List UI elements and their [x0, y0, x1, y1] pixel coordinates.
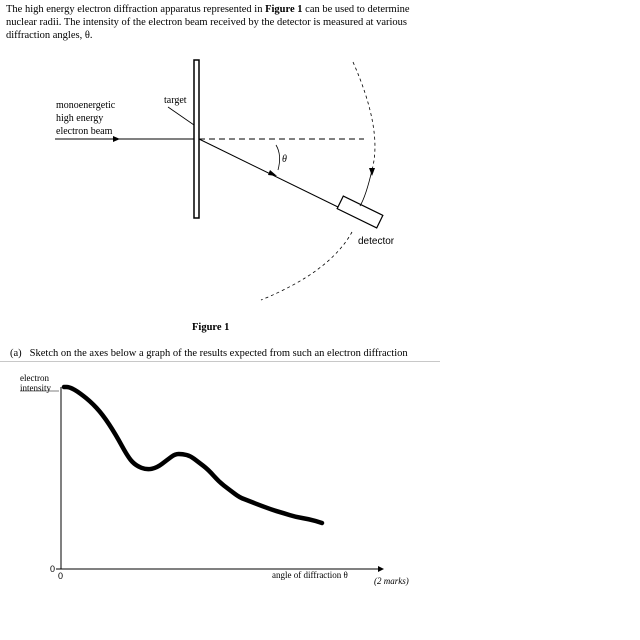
theta-angle-arc [276, 145, 280, 170]
figure-caption: Figure 1 [192, 322, 230, 333]
theta-label: θ [282, 154, 287, 165]
beam-label [56, 100, 118, 137]
x-axis-arrowhead [378, 566, 384, 572]
question-text: Sketch on the axes below a graph of the results expected from such an electron diffraction [29, 348, 408, 359]
y-axis-label-line-2: intensity [20, 383, 51, 393]
x-axis-label: angle of diffraction θ [272, 570, 348, 580]
target-label: target [164, 95, 187, 106]
marks-label: (2 marks) [374, 576, 409, 586]
detector-path-arrow [369, 168, 375, 176]
scattered-beam-arrowhead [268, 170, 277, 176]
detector-path-arc-solid [360, 170, 372, 206]
intro-text-part1: The high energy electron diffraction apparatus represented in [6, 4, 266, 15]
y-origin-label: 0 [50, 564, 56, 574]
apparatus-diagram [55, 60, 395, 300]
beam-label-line-3: electron beam [56, 126, 113, 137]
question-a [10, 348, 450, 359]
beam-label-line-1: monoenergetic [56, 100, 116, 111]
section-divider [0, 361, 440, 362]
target-foil [194, 60, 199, 218]
x-origin-label: 0 [58, 571, 64, 581]
detector-box [337, 196, 383, 228]
y-axis-label-line-1: electron [20, 373, 49, 383]
y-axis-label [20, 373, 51, 393]
graph-axes [20, 373, 384, 581]
detector-path-arc-lower [261, 232, 352, 300]
target-pointer-line [168, 107, 194, 125]
detector-label: detector [358, 236, 395, 247]
sketched-intensity-curve [64, 387, 322, 523]
detector-path-arc-upper [353, 62, 375, 170]
incident-beam-arrowhead [113, 136, 120, 142]
beam-label-line-2: high energy [56, 113, 104, 124]
intro-figure-ref: Figure 1 [265, 4, 303, 15]
question-number: (a) [10, 348, 22, 359]
intro-text-part2: can be used to determine nuclear radii. The intensity of the electron beam received by the detector is measured at various diffraction angles, θ. [6, 4, 410, 41]
